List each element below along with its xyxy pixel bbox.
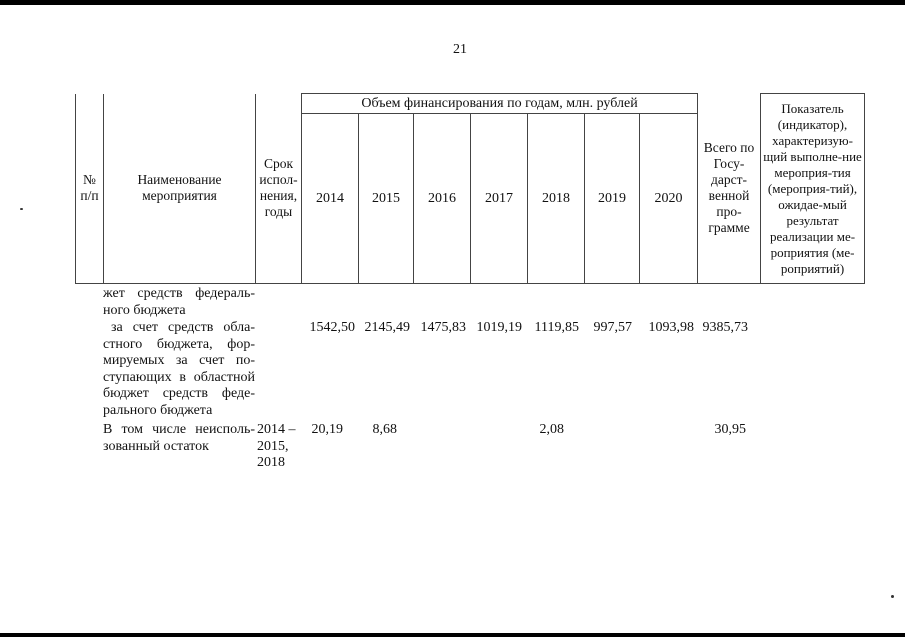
header-year-2014: 2014: [302, 114, 359, 284]
value-total: 9385,73: [702, 320, 748, 335]
table-row-name: [103, 422, 255, 455]
name-line: стного бюджета, фор-: [103, 336, 255, 352]
header-total: Всего по Госу-дарст-венной про-грамме: [698, 94, 761, 284]
value-2019: 997,57: [593, 320, 632, 335]
header-year-2020: 2020: [640, 114, 698, 284]
header-year-2017: 2017: [471, 114, 528, 284]
value-2017: 1019,19: [476, 320, 522, 335]
scan-edge-top: [0, 0, 905, 5]
value-2018: 1119,85: [534, 320, 579, 335]
value-total: 30,95: [714, 422, 746, 437]
value-2018: 2,08: [539, 422, 564, 437]
scan-speck: [891, 595, 894, 598]
header-year-2019: 2019: [585, 114, 640, 284]
period-line: 2015,: [257, 438, 289, 454]
header-year-2015: 2015: [359, 114, 414, 284]
table-row-name: [103, 320, 255, 420]
header-year-2016: 2016: [414, 114, 471, 284]
header-funding-group: Объем финансирования по годам, млн. рублей: [302, 94, 698, 114]
table-header: [75, 93, 865, 284]
header-name: Наименование мероприятия: [104, 94, 256, 284]
table-row-period: [257, 422, 301, 472]
value-2016: 1475,83: [420, 320, 466, 335]
period-line: 2014 –: [257, 422, 296, 437]
page-number: 21: [453, 42, 467, 57]
value-2015: 2145,49: [364, 320, 410, 335]
name-line: рального бюджета: [103, 402, 213, 418]
header-year-2018: 2018: [528, 114, 585, 284]
scan-edge-bottom: [0, 633, 905, 637]
name-line: В том числе неисполь-: [103, 422, 255, 437]
scan-speck: [20, 208, 23, 210]
value-2014: 20,19: [311, 422, 343, 437]
table-row-name: [103, 286, 255, 319]
value-2020: 1093,98: [648, 320, 694, 335]
value-2014: 1542,50: [309, 320, 355, 335]
name-line: ного бюджета: [103, 302, 186, 318]
name-line: жет средств федераль-: [103, 286, 255, 301]
period-line: 2018: [257, 455, 285, 471]
value-2015: 8,68: [372, 422, 397, 437]
name-line: мируемых за счет по-: [103, 353, 255, 369]
name-line: бюджет средств феде-: [103, 386, 255, 402]
table-body: [75, 286, 864, 486]
name-line: за счет средств обла-: [111, 320, 255, 335]
header-indicator: Показатель (индикатор), характеризую-щий выполне-ние мероприя-тия (мероприя-тий), ожидае-мый результат реализации ме-роприятия (ме-роприятий): [761, 94, 865, 284]
name-line: зованный остаток: [103, 438, 209, 454]
name-line: ступающих в областной: [103, 369, 255, 385]
header-number: № п/п: [76, 94, 104, 284]
header-period: Срок испол-нения, годы: [256, 94, 302, 284]
